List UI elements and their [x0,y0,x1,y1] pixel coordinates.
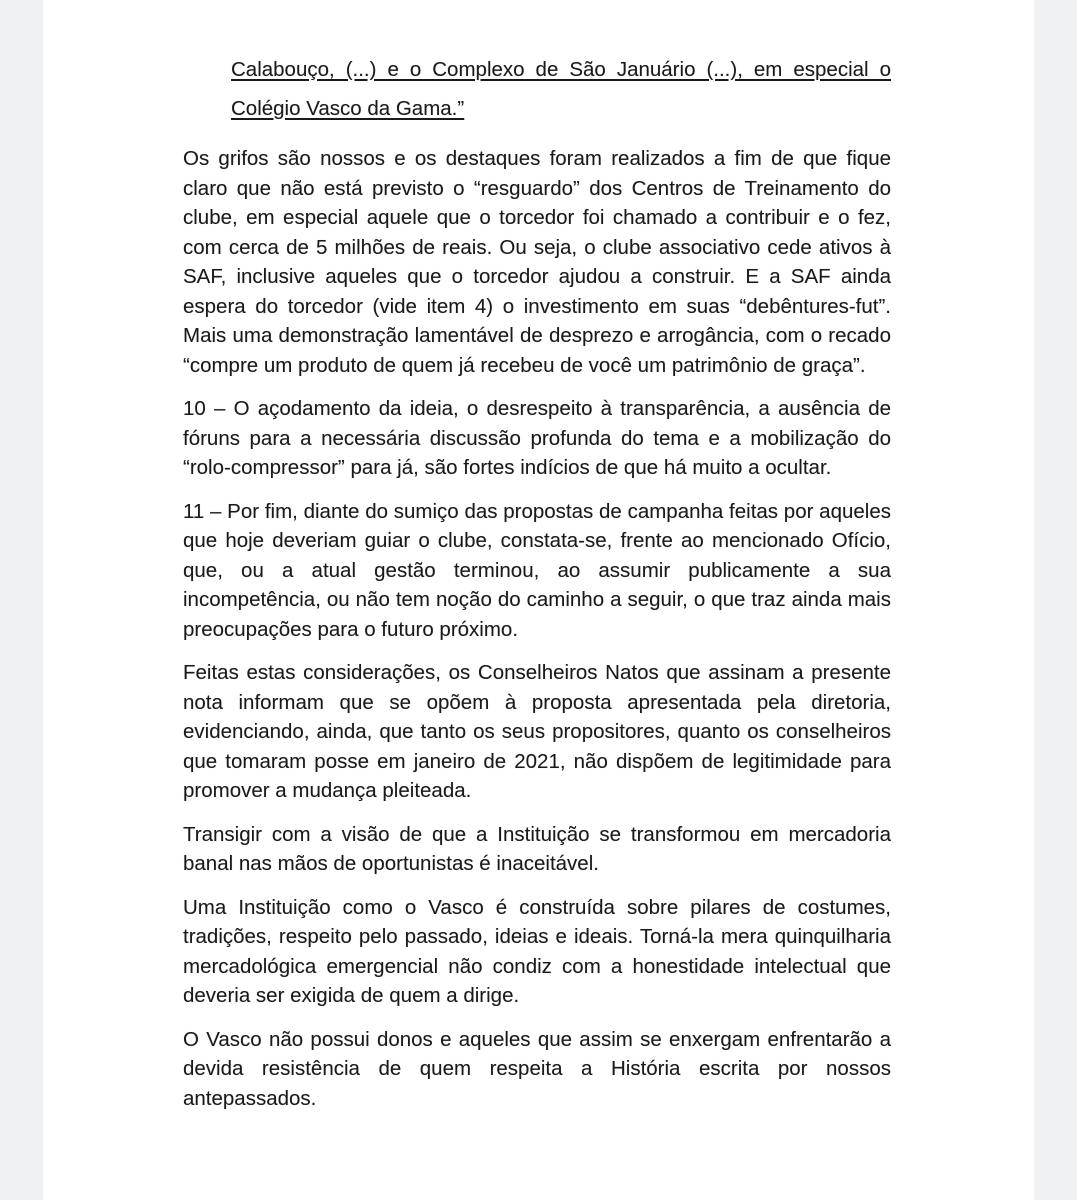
quote-block [231,50,891,128]
paragraph-item-11: 11 – Por fim, diante do sumiço das propostas de campanha feitas por aqueles que hoje deveriam guiar o clube, constata-se, frente ao mencionado Ofício, que, ou a atual gestão terminou, ao assumir publicamente a sua incompetência, ou não tem noção do caminho a seguir, o que traz ainda mais preocupações para o futuro próximo. [183,499,891,641]
document-page [42,0,1035,1200]
document-content [183,50,891,1127]
paragraph-conclusao: O Vasco não possui donos e aqueles que assim se enxergam enfrentarão a devida resistência de quem respeita a História escrita por nossos antepassados. [183,1027,891,1110]
paragraph-grifos: Os grifos são nossos e os destaques foram realizados a fim de que fique claro que não está previsto o “resguardo” dos Centros de Treinamento do clube, em especial aquele que o torcedor foi chamado a contribuir e o fez, com cerca de 5 milhões de reais. Ou seja, o clube associativo cede ativos à SAF, inclusive aqueles que o torcedor ajudou a construir. E a SAF ainda espera do torcedor (vide item 4) o investimento em suas “debêntures-fut”. Mais uma demonstração lamentável de desprezo e arrogância, com o recado “compre um produto de quem já recebeu de você um patrimônio de graça”. [183,147,891,377]
paragraph-item-10: 10 – O açodamento da ideia, o desrespeito à transparência, a ausência de fóruns para a necessária discussão profunda do tema e a mobilização do “rolo-compressor” para já, são fortes indícios de que há muito a ocultar. [183,397,891,479]
quote-text: Calabouço, (...) e o Complexo de São Januário (...), em especial o Colégio Vasco da Gama.” [231,58,891,120]
paragraph-transigir: Transigir com a visão de que a Instituição se transformou em mercadoria banal nas mãos de oportunistas é inaceitável. [183,822,891,875]
paragraph-instituicao: Uma Instituição como o Vasco é construída sobre pilares de costumes, tradições, respeito pelo passado, ideias e ideais. Torná-la mera quinquilharia mercadológica emergencial não condiz com a honestidade intelectual que deveria ser exigida de quem a dirige. [183,895,891,1007]
paragraph-conselheiros-natos: Feitas estas considerações, os Conselheiros Natos que assinam a presente nota informam que se opõem à proposta apresentada pela diretoria, evidenciando, ainda, que tanto os seus propositores, quanto os conselheiros que tomaram posse em janeiro de 2021, não dispõem de legitimidade para promover a mudança pleiteada. [183,661,891,802]
